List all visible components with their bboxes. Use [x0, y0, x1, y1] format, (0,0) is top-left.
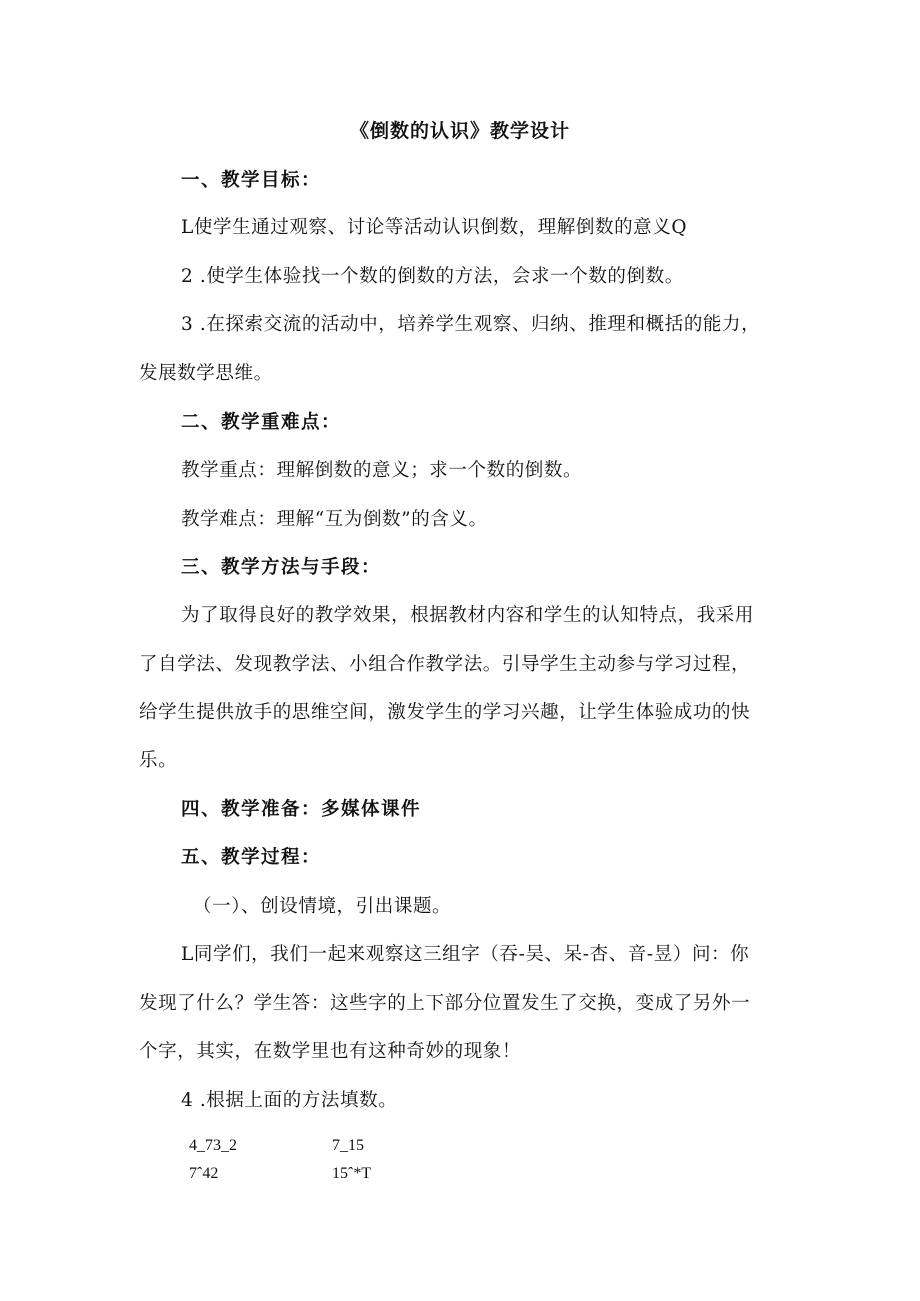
paragraph-1-line-3: 个字，其实，在数学里也有这种奇妙的现象！	[139, 1041, 522, 1062]
section-heading-key-points: 二、教学重难点：	[181, 412, 342, 433]
key-point: 教学重点：理解倒数的意义；求一个数的倒数。	[181, 460, 583, 481]
document-title: 《倒数的认识》教学设计	[349, 120, 570, 142]
section-heading-goals: 一、教学目标：	[181, 170, 322, 191]
fill-row-1-right: 7_15	[332, 1137, 364, 1154]
method-line-4: 乐。	[139, 750, 178, 771]
paragraph-2: 4 .根据上面的方法填数。	[181, 1090, 398, 1111]
section-heading-process: 五、教学过程：	[181, 847, 322, 868]
section-heading-preparation: 四、教学准备：多媒体课件	[181, 799, 422, 820]
goal-3-line-2: 发展数学思维。	[139, 363, 273, 384]
goal-1: L使学生通过观察、讨论等活动认识倒数，理解倒数的意义Q	[181, 217, 688, 238]
fill-row-2-left: 7ˆ42	[189, 1165, 219, 1182]
fill-row-1-left: 4_73_2	[189, 1137, 237, 1154]
method-line-2: 了自学法、发现教学法、小组合作教学法。引导学生主动参与学习过程，	[139, 654, 751, 675]
difficult-point: 教学难点：理解“互为倒数”的含义。	[181, 509, 488, 530]
paragraph-1-line-2: 发现了什么？学生答：这些字的上下部分位置发生了交换，变成了另外一	[139, 993, 751, 1014]
goal-3-line-1: 3 .在探索交流的活动中，培养学生观察、归纳、推理和概括的能力，	[181, 314, 761, 335]
section-heading-methods: 三、教学方法与手段：	[181, 557, 382, 578]
fill-row-2-right: 15ˆ*T	[332, 1165, 372, 1182]
goal-2: 2 .使学生体验找一个数的倒数的方法，会求一个数的倒数。	[181, 266, 684, 287]
step-1-heading: （一）、创设情境，引出课题。	[193, 896, 452, 917]
paragraph-1-line-1: L同学们，我们一起来观察这三组字（吞-吴、呆-杏、音-昱）问：你	[181, 944, 750, 965]
method-line-1: 为了取得良好的教学效果，根据教材内容和学生的认知特点，我采用	[181, 605, 755, 626]
method-line-3: 给学生提供放手的思维空间，激发学生的学习兴趣，让学生体验成功的快	[139, 702, 751, 723]
